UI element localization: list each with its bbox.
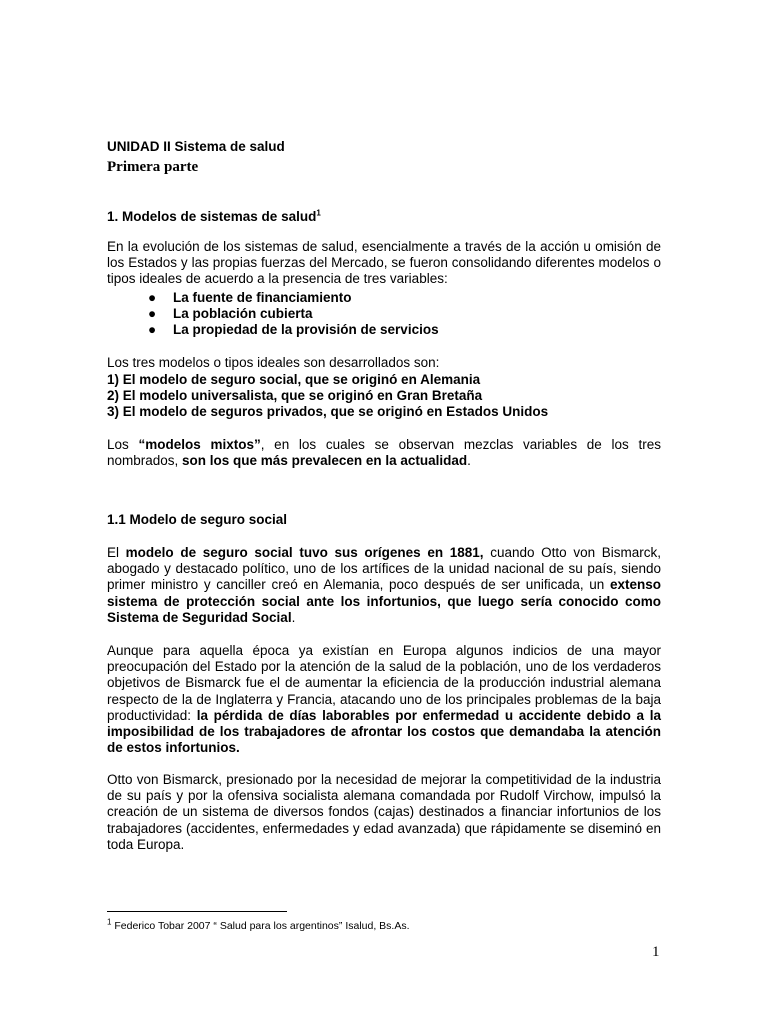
paragraph-objectives: Aunque para aquella época ya existían en Europa algunos indicios de una mayor preocupación del Estado por la atención de la salud de la población, uno de los verdaderos objetivos de Bismarck fue el de aumentar la eficiencia de la producción industrial alemana respecto de la de Inglaterra y Francia, atacando uno de los principales problemas de la baja productividad: la pérdida de días laborables por enfermedad u accidente debido a la imposibilidad de los trabajadores de afrontar los costos que demandaba la atención de estos infortunios. [107,643,661,756]
unit-title: UNIDAD II Sistema de salud [107,139,285,154]
section-heading-text: 1. Modelos de sistemas de salud [107,209,317,224]
bullet-icon: ● [148,290,157,305]
models-intro: Los tres modelos o tipos ideales son desarrollados son: [107,355,440,370]
bullet-icon: ● [148,322,157,337]
part-title: Primera parte [107,159,199,175]
section-heading [107,209,321,225]
footnote-divider [107,911,287,912]
subsection-heading: 1.1 Modelo de seguro social [107,512,288,527]
footnote-ref: 1 [316,208,321,218]
model-item: 3) El modelo de seguros privados, que se originó en Estados Unidos [107,404,549,419]
page-number: 1 [652,944,660,960]
bullet-icon: ● [148,306,157,321]
paragraph-bismarck: Otto von Bismarck, presionado por la necesidad de mejorar la competitividad de la industria de su país y por la ofensiva socialista alemana comandada por Rudolf Virchow, impulsó la creación de un sistema de diversos fondos (cajas) destinados a financiar infortunios de los trabajadores (accidentes, enfermedades y edad avanzada) que rápidamente se diseminó en toda Europa. [107,772,661,852]
document-page: UNIDAD II Sistema de salud Primera parte 1. Modelos de sistemas de salud$^1$ En la evolución de los sistemas de salud, esencialmente a través de la acción u omisión de los Estados y las propias fuerzas del Mercado, se fueron consolidando diferentes modelos o tipos ideales de acuerdo a la presencia de tres variables: ● La fuente de financiamiento ● La población cubierta ● La propiedad de la provisión de servicios Los tres modelos o tipos ideales son desarrollados son: 1) El modelo de seguro social, que se originó en Alemania 2) El modelo universalista, que se originó en Gran Bretaña 3) El modelo de seguros privados, que se originó en Estados Unidos Los “modelos mixtos”, en los cuales se observan mezclas variables de los tres nombrados, son los que más prevalecen en la actualidad. 1.1 Modelo de seguro social El modelo de seguro social tuvo sus orígenes en 1881, cuando Otto von Bismarck, abogado y destacado político, uno de los artífices de la unidad nacional de su país, siendo primer ministro y canciller creó en Alemania, poco después de ser unificada, un extenso sistema de protección social ante los infortunios, que luego sería conocido como Sistema de Seguridad Social. Aunque para aquella época ya existían en Europa algunos indicios de una mayor preocupación del Estado por la atención de la salud de la población, uno de los verdaderos objetivos de Bismarck fue el de aumentar la eficiencia de la producción industrial alemana respecto de la de Inglaterra y Francia, atacando uno de los principales problemas de la baja productividad: la pérdida de días laborables por enfermedad u accidente debido a la imposibilidad de los trabajadores de afrontar los costos que demandaba la atención de estos infortunios. Otto von Bismarck, presionado por la necesidad de mejorar la competitividad de la industria de su país y por la ofensiva socialista alemana comandada por Rudolf Virchow, impulsó la creación de un sistema de diversos fondos (cajas) destinados a financiar infortunios de los trabajadores (accidentes, enfermedades y edad avanzada) que rápidamente se diseminó en toda Europa. $^1$ Federico Tobar 2007 “ Salud para los argentinos” Isalud, Bs.As. 1 [107,139,662,960]
paragraph-origins: El modelo de seguro social tuvo sus orígenes en 1881, cuando Otto von Bismarck, abogado y destacado político, uno de los artífices de la unidad nacional de su país, siendo primer ministro y canciller creó en Alemania, poco después de ser unificada, un extenso sistema de protección social ante los infortunios, que luego sería conocido como Sistema de Seguridad Social. [107,545,662,625]
model-item: 1) El modelo de seguro social, que se originó en Alemania [107,372,481,387]
model-item: 2) El modelo universalista, que se originó en Gran Bretaña [107,388,483,403]
intro-paragraph: En la evolución de los sistemas de salud, esencialmente a través de la acción u omisión de los Estados y las propias fuerzas del Mercado, se fueron consolidando diferentes modelos o tipos ideales de acuerdo a la presencia de tres variables: [107,239,661,287]
footnote: $^1$ Federico Tobar 2007 “ Salud para los argentinos” Isalud, Bs.As. [107,917,410,932]
mixed-models-paragraph: Los “modelos mixtos”, en los cuales se observan mezclas variables de los tres nombrados, son los que más prevalecen en la actualidad. [107,437,661,469]
